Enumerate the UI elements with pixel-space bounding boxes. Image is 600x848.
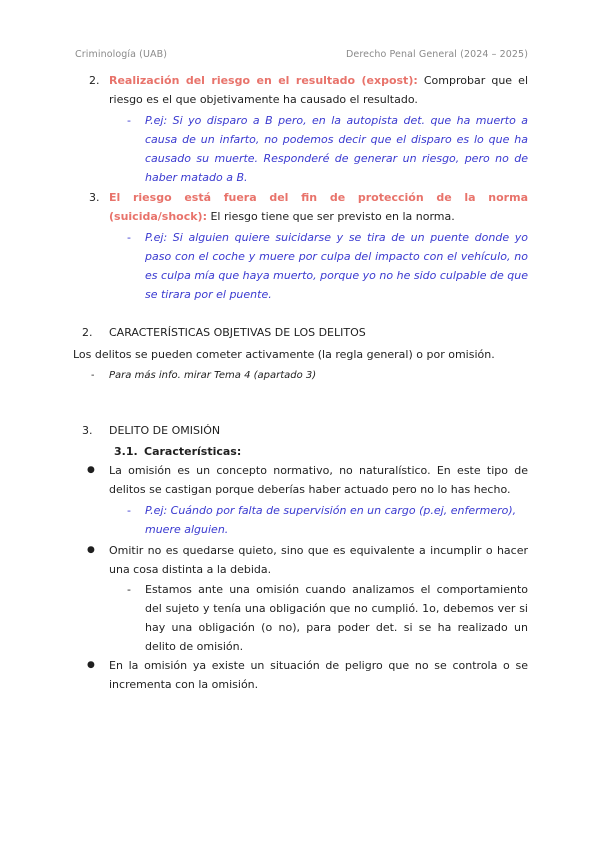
dash-marker: - (127, 583, 131, 596)
list-number-2: 2. (89, 74, 100, 87)
subsection-number: 3.1. (114, 445, 138, 458)
header-course: Criminología (UAB) (75, 49, 168, 60)
section-2-note: Para más info. mirar Tema 4 (apartado 3) (109, 370, 317, 381)
risk-item-3-title: El riesgo está fuera del fin de protección de la norma (suicida/shock): (109, 191, 528, 223)
risk-item-2-example: P.ej: Si yo disparo a B pero, en la autopista det. que ha muerto a causa de un infarto, no podemos decir que el disparo es lo que ha causado su muerte. Responderé de generar un riesgo, pero no de haber matado a B. (145, 114, 528, 184)
risk-item-2-text: Comprobar que el riesgo es el que objetivamente ha causado el resultado. (109, 74, 529, 106)
bullet-2-subitem: Estamos ante una omisión cuando analizamos el comportamiento del sujeto y tenía una obligación que no cumplió. 1o, debemos ver si hay una obligación (o no), para poder det. si se ha realizado un delito de omisión. (145, 583, 528, 653)
section-2-title: CARACTERÍSTICAS OBJETIVAS DE LOS DELITOS (109, 326, 366, 339)
risk-item-2-title: Realización del riesgo en el resultado (expost): (109, 74, 418, 87)
section-3-number: 3. (82, 424, 93, 437)
bullet-1-text: La omisión es un concepto normativo, no naturalístico. En este tipo de delitos se castigan porque deberías haber actuado pero no lo has hecho. (109, 464, 528, 496)
bullet-dot: ● (87, 660, 95, 670)
bullet-3-text: En la omisión ya existe un situación de peligro que no se controla o se incrementa con la omisión. (109, 659, 528, 691)
subsection-title: Características: (144, 445, 242, 458)
dash-marker: - (127, 114, 131, 127)
section-2-number: 2. (82, 326, 93, 339)
list-number-3: 3. (89, 191, 100, 204)
header-subject: Derecho Penal General (2024 – 2025) (345, 49, 528, 60)
risk-item-3 (109, 188, 528, 226)
risk-item-3-text: El riesgo tiene que ser previsto en la norma. (206, 210, 455, 223)
dash-marker: - (91, 370, 95, 381)
risk-item-2 (109, 71, 528, 109)
section-2-text: Los delitos se pueden cometer activamente (la regla general) o por omisión. (73, 348, 495, 361)
bullet-2-text: Omitir no es quedarse quieto, sino que es equivalente a incumplir o hacer una cosa distinta a la debida. (109, 544, 528, 576)
section-3-title: DELITO DE OMISIÓN (109, 424, 221, 437)
bullet-1-example: P.ej: Cuándo por falta de supervisión en un cargo (p.ej, enfermero), muere alguien. (145, 504, 517, 536)
dash-marker: - (127, 504, 131, 517)
risk-item-3-example: P.ej: Si alguien quiere suicidarse y se tira de un puente donde yo paso con el coche y muere por culpa del impacto con el vehículo, no es culpa mía que haya muerto, porque yo no he sido culpable de que se tirara por el puente. (145, 231, 528, 301)
bullet-dot: ● (87, 465, 95, 475)
bullet-dot: ● (87, 545, 95, 555)
dash-marker: - (127, 231, 131, 244)
